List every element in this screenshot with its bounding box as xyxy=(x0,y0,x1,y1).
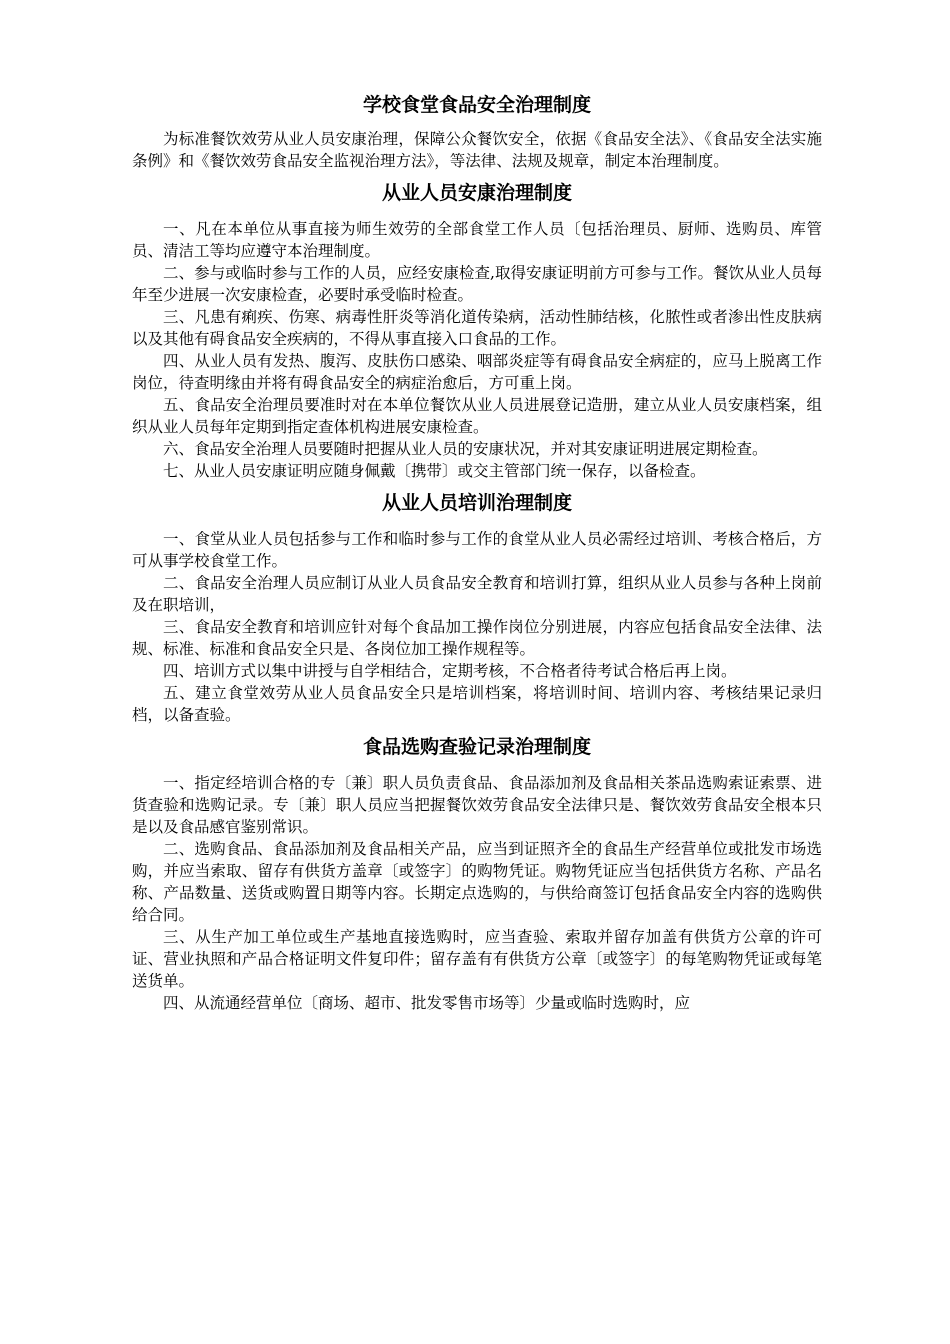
section-paragraph: 五、食品安全治理员要准时对在本单位餐饮从业人员进展登记造册，建立从业人员安康档案，组织从业人员每年定期到指定查体机构进展安康检查。 xyxy=(132,396,822,436)
section-paragraph: 四、从业人员有发热、腹泻、皮肤伤口感染、咽部炎症等有碍食品安全病症的，应马上脱离工作岗位，待查明缘由并将有碍食品安全的病症治愈后，方可重上岗。 xyxy=(132,352,822,392)
section-paragraph: 三、凡患有痢疾、伤寒、病毒性肝炎等消化道传染病，活动性肺结核，化脓性或者渗出性皮肤病以及其他有碍食品安全疾病的，不得从事直接入口食品的工作。 xyxy=(132,308,822,348)
section-paragraph: 五、建立食堂效劳从业人员食品安全只是培训档案，将培训时间、培训内容、考核结果记录归档，以备查验。 xyxy=(132,684,822,724)
section-title: 从业人员培训治理制度 xyxy=(381,492,572,514)
document-title: 学校食堂食品安全治理制度 xyxy=(362,94,591,116)
section-health-management xyxy=(132,178,822,482)
section-paragraph: 一、凡在本单位从事直接为师生效劳的全部食堂工作人员〔包括治理员、厨师、选购员、库管员、清洁工等均应遵守本治理制度。 xyxy=(132,220,822,260)
section-paragraph: 二、参与或临时参与工作的人员，应经安康检查,取得安康证明前方可参与工作。餐饮从业人员每年至少进展一次安康检查，必要时承受临时检查。 xyxy=(132,264,822,304)
document-page xyxy=(132,90,822,1014)
section-paragraph: 三、从生产加工单位或生产基地直接选购时，应当查验、索取并留存加盖有供货方公章的许可证、营业执照和产品合格证明文件复印件；留存盖有有供货方公章〔或签字〕的每笔购物凭证或每笔送货单。 xyxy=(132,928,822,990)
intro-paragraph: 为标准餐饮效劳从业人员安康治理，保障公众餐饮安全，依据《食品安全法》、《食品安全法实施条例》和《餐饮效劳食品安全监视治理方法》，等法律、法规及规章，制定本治理制度。 xyxy=(132,130,822,170)
section-paragraph: 三、食品安全教育和培训应针对每个食品加工操作岗位分别进展，内容应包括食品安全法律、法规、标准、标准和食品安全只是、各岗位加工操作规程等。 xyxy=(132,618,822,658)
section-paragraph: 四、从流通经营单位〔商场、超市、批发零售市场等〕少量或临时选购时，应 xyxy=(163,994,691,1012)
section-paragraph: 六、食品安全治理人员要随时把握从业人员的安康状况，并对其安康证明进展定期检查。 xyxy=(163,440,768,458)
section-paragraph: 七、从业人员安康证明应随身佩戴〔携带〕或交主管部门统一保存，以备检查。 xyxy=(163,462,706,480)
section-paragraph: 一、指定经培训合格的专〔兼〕职人员负责食品、食品添加剂及食品相关茶品选购索证索票、进货查验和选购记录。专〔兼〕职人员应当把握餐饮效劳食品安全法律只是、餐饮效劳食品安全根本只是以及食品感官鉴别常识。 xyxy=(132,774,822,836)
section-paragraph: 一、食堂从业人员包括参与工作和临时参与工作的食堂从业人员必需经过培训、考核合格后，方可从事学校食堂工作。 xyxy=(132,530,822,570)
section-title: 从业人员安康治理制度 xyxy=(381,182,572,204)
section-paragraph: 四、培训方式以集中讲授与自学相结合，定期考核，不合格者待考试合格后再上岗。 xyxy=(163,662,737,680)
section-training-management xyxy=(132,488,822,726)
section-paragraph: 二、食品安全治理人员应制订从业人员食品安全教育和培训打算，组织从业人员参与各种上岗前及在职培训， xyxy=(132,574,822,614)
section-procurement-records xyxy=(132,732,822,1014)
section-title: 食品选购查验记录治理制度 xyxy=(362,736,591,758)
section-paragraph: 二、选购食品、食品添加剂及食品相关产品，应当到证照齐全的食品生产经营单位或批发市场选购，并应当索取、留存有供货方盖章〔或签字〕的购物凭证。购物凭证应当包括供货方名称、产品名称、产品数量、送货或购置日期等内容。长期定点选购的，与供给商签订包括食品安全内容的选购供给合同。 xyxy=(132,840,822,924)
